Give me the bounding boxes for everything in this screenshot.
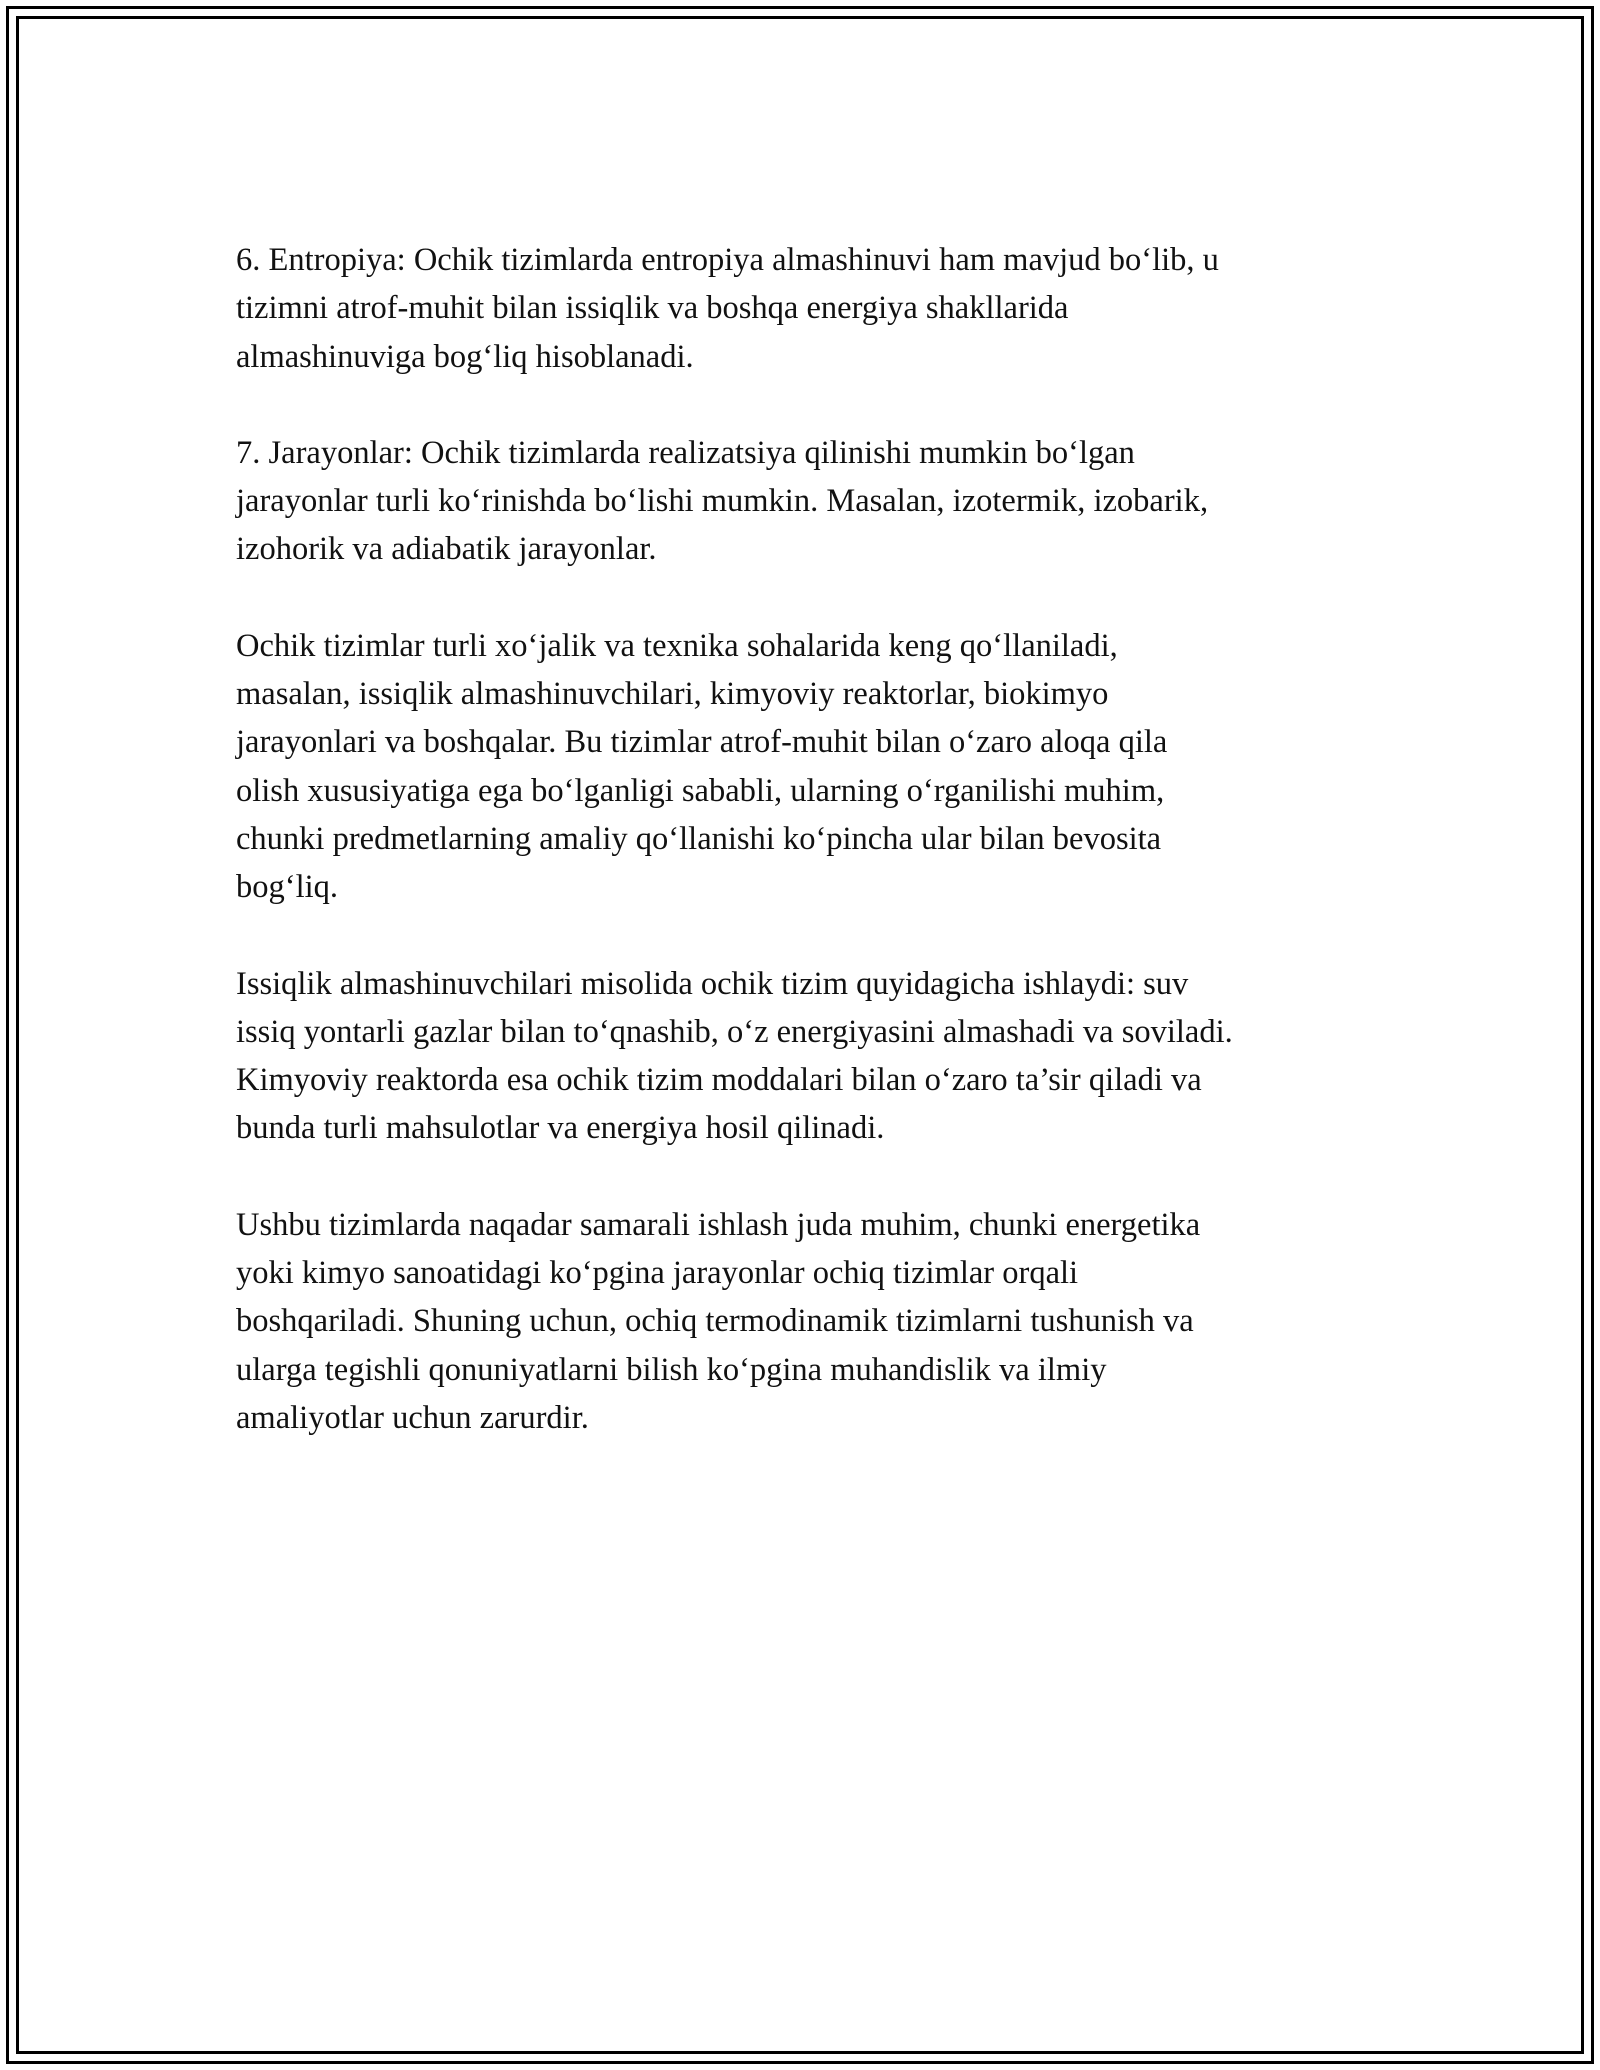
paragraph-heat-exchanger-example: Issiqlik almashinuvchilari misolida ochik tizim quyidagicha ishlaydi: suv issiq yontarli gazlar bilan to‘qnashib, o‘z energiyasini almashadi va soviladi. Kimyoviy reaktorda esa ochik tizim moddalari bilan o‘zaro ta’sir qiladi va bunda turli mahsulotlar va energiya hosil qilinadi. <box>236 965 1233 1147</box>
paragraph-entropy: 6. Entropiya: Ochik tizimlarda entropiya almashinuvi ham mavjud bo‘lib, u tizimni atrof-muhit bilan issiqlik va boshqa energiya shakllarida almashinuviga bog‘liq hisoblanadi. <box>236 242 1219 375</box>
page-content <box>236 236 1396 1490</box>
paragraph-conclusion: Ushbu tizimlarda naqadar samarali ishlash juda muhim, chunki energetika yoki kimyo sanoatidagi ko‘pgina jarayonlar ochiq tizimlar orqali boshqariladi. Shuning uchun, ochiq termodinamik tizimlarni tushunish va ularga tegishli qonuniyatlarni bilish ko‘pgina muhandislik va ilmiy amaliyotlar uchun zarurdir. <box>236 1206 1201 1436</box>
paragraph-processes: 7. Jarayonlar: Ochik tizimlarda realizatsiya qilinishi mumkin bo‘lgan jarayonlar turli ko‘rinishda bo‘lishi mumkin. Masalan, izotermik, izobarik, izohorik va adiabatik jarayonlar. <box>236 434 1209 568</box>
paragraph-applications: Ochik tizimlar turli xo‘jalik va texnika sohalarida keng qo‘llaniladi, masalan, issiqlik almashinuvchilari, kimyoviy reaktorlar, biokimyo jarayonlari va boshqalar. Bu tizimlar atrof-muhit bilan o‘zaro aloqa qila olish xususiyatiga ega bo‘lganligi sababli, ularning o‘rganilishi muhim, chunki predmetlarning amaliy qo‘llanishi ko‘pincha ular bilan bevosita bog‘liq. <box>236 627 1168 906</box>
